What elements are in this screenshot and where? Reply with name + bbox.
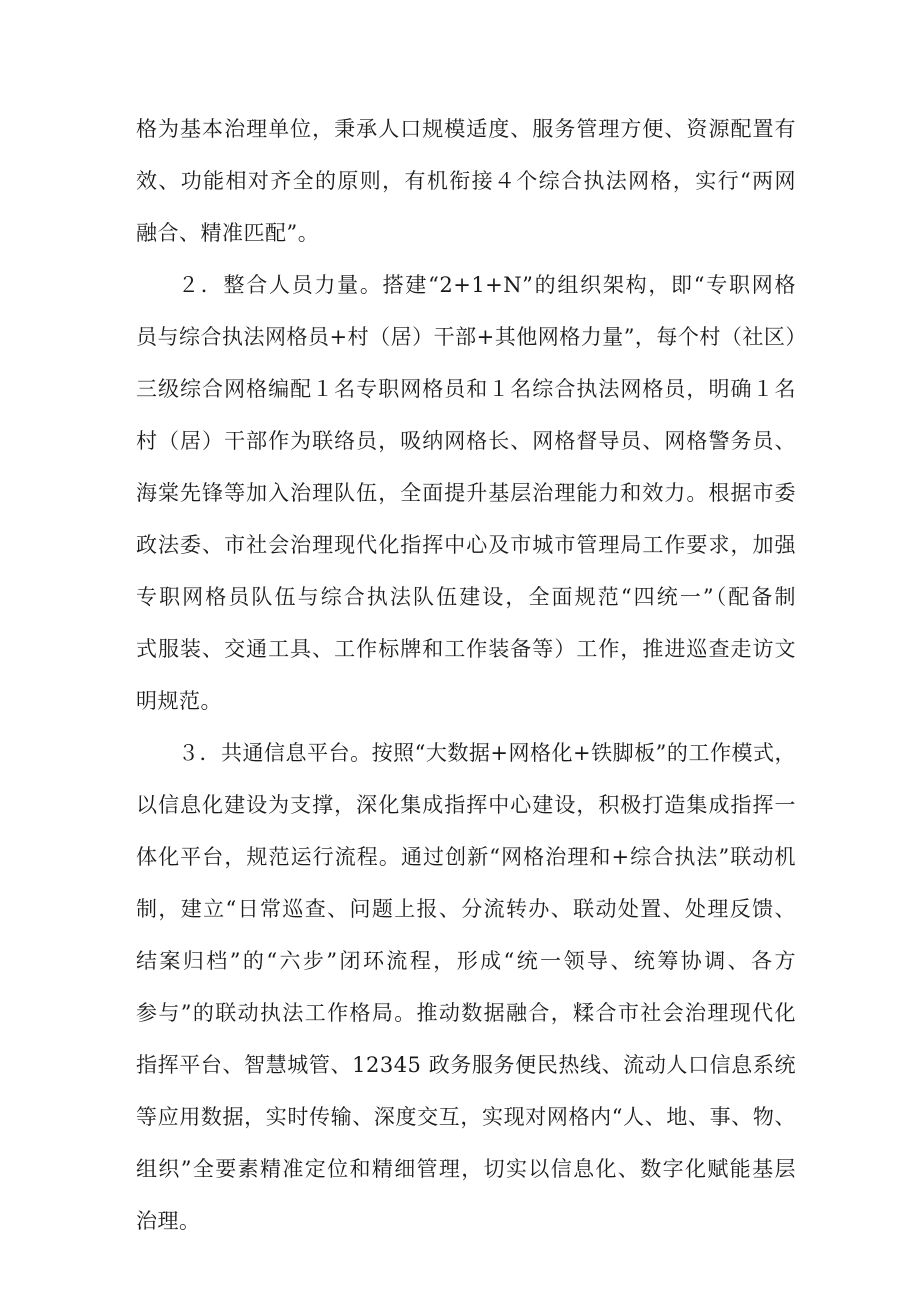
text-line: 效、功能相对齐全的原则，有机衔接４个综合执法网格，实行“两网: [136, 169, 796, 193]
text-line: 指挥平台、智慧城管、12345 政务服务便民热线、流动人口信息系统: [136, 1053, 796, 1077]
text-line: 专职网格员队伍与综合执法队伍建设，全面规范“四统一”（配备制: [136, 585, 796, 609]
text-line: 式服装、交通工具、工作标牌和工作装备等）工作，推进巡查走访文: [136, 637, 796, 661]
text-line: 等应用数据，实时传输、深度交互，实现对网格内“人、地、事、物、: [136, 1105, 796, 1129]
text-line: 治理。: [136, 1209, 201, 1233]
text-line: 政法委、市社会治理现代化指挥中心及市城市管理局工作要求，加强: [136, 533, 796, 557]
text-line: 参与”的联动执法工作格局。推动数据融合，糅合市社会治理现代化: [136, 1001, 796, 1025]
text-line: 融合、精准匹配”。: [136, 221, 320, 245]
text-line: 格为基本治理单位，秉承人口规模适度、服务管理方便、资源配置有: [136, 117, 796, 141]
text-line: 组织”全要素精准定位和精细管理，切实以信息化、数字化赋能基层: [136, 1157, 796, 1181]
text-line: 员与综合执法网格员+村（居）干部+其他网格力量”，每个村（社区）: [136, 325, 807, 349]
text-line: 明规范。: [136, 689, 222, 713]
paragraph-2-heading-line: ２．整合人员力量。搭建“2+1+N”的组织架构，即“专职网格: [178, 273, 796, 297]
text-line: 结案归档”的“六步”闭环流程，形成“统一领导、统筹协调、各方: [136, 949, 796, 973]
text-line: 体化平台，规范运行流程。通过创新“网格治理和+综合执法”联动机: [136, 845, 796, 869]
text-line: 制，建立“日常巡查、问题上报、分流转办、联动处置、处理反馈、: [136, 897, 796, 921]
text-line: 海棠先锋等加入治理队伍，全面提升基层治理能力和效力。根据市委: [136, 481, 796, 505]
text-line: 三级综合网格编配１名专职网格员和１名综合执法网格员，明确１名: [136, 377, 796, 401]
text-line: 以信息化建设为支撑，深化集成指挥中心建设，积极打造集成指挥一: [136, 793, 796, 817]
text-line: 村（居）干部作为联络员，吸纳网格长、网格督导员、网格警务员、: [136, 429, 796, 453]
paragraph-3-heading-line: ３．共通信息平台。按照“大数据+网格化+铁脚板”的工作模式，: [178, 741, 796, 765]
